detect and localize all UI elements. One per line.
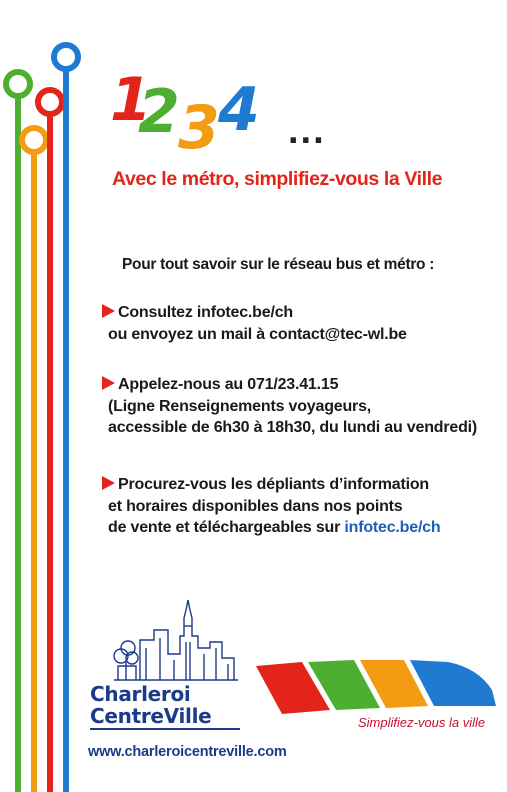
- brand-underline: [90, 728, 240, 730]
- info-item-phone: [102, 374, 502, 439]
- item-3-line-1: Procurez-vous les dépliants d’information: [118, 476, 429, 493]
- metro-lines-graphic: [0, 0, 90, 792]
- brand-line-1: Charleroi: [90, 682, 191, 706]
- tagline: Avec le métro, simplifiez-vous la Ville: [112, 168, 443, 190]
- red-station-ring: [38, 90, 62, 114]
- red-triangle-bullet-icon: [102, 476, 115, 490]
- item-3-line-3: de vente et téléchargeables sur: [108, 519, 345, 536]
- item-2-line-2: (Ligne Renseignements voyageurs,: [108, 397, 372, 415]
- item-2-line-3: accessible de 6h30 à 18h30, du lundi au vendredi): [108, 419, 478, 436]
- brand-line-2: CentreVille: [90, 704, 212, 728]
- intro-text: Pour tout savoir sur le réseau bus et métro :: [122, 256, 435, 273]
- info-item-leaflets: [102, 474, 502, 539]
- infotec-link[interactable]: infotec.be/ch: [344, 519, 441, 536]
- green-station-ring: [6, 72, 30, 96]
- number-3: 3: [178, 93, 220, 163]
- tec-slogan: Simplifiez-vous la ville: [358, 715, 486, 730]
- info-item-website: [102, 302, 502, 345]
- item-1-line-2: ou envoyez un mail à contact@tec-wl.be: [108, 325, 407, 343]
- red-triangle-bullet-icon: [102, 376, 115, 390]
- orange-station-ring: [22, 128, 46, 152]
- number-1: 1: [110, 65, 152, 135]
- number-4: 4: [218, 75, 260, 145]
- red-triangle-bullet-icon: [102, 304, 115, 318]
- item-2-line-1: Appelez-nous au 071/23.41.15: [118, 376, 339, 393]
- item-3-line-2: et horaires disponibles dans nos points: [108, 497, 403, 515]
- website-url[interactable]: www.charleroicentreville.com: [88, 744, 287, 760]
- number-2: 2: [138, 77, 180, 147]
- item-1-line-1: Consultez infotec.be/ch: [118, 304, 293, 321]
- ellipsis: ...: [288, 110, 326, 152]
- charleroi-centreville-wordmark: [90, 683, 250, 727]
- blue-station-ring: [54, 45, 78, 69]
